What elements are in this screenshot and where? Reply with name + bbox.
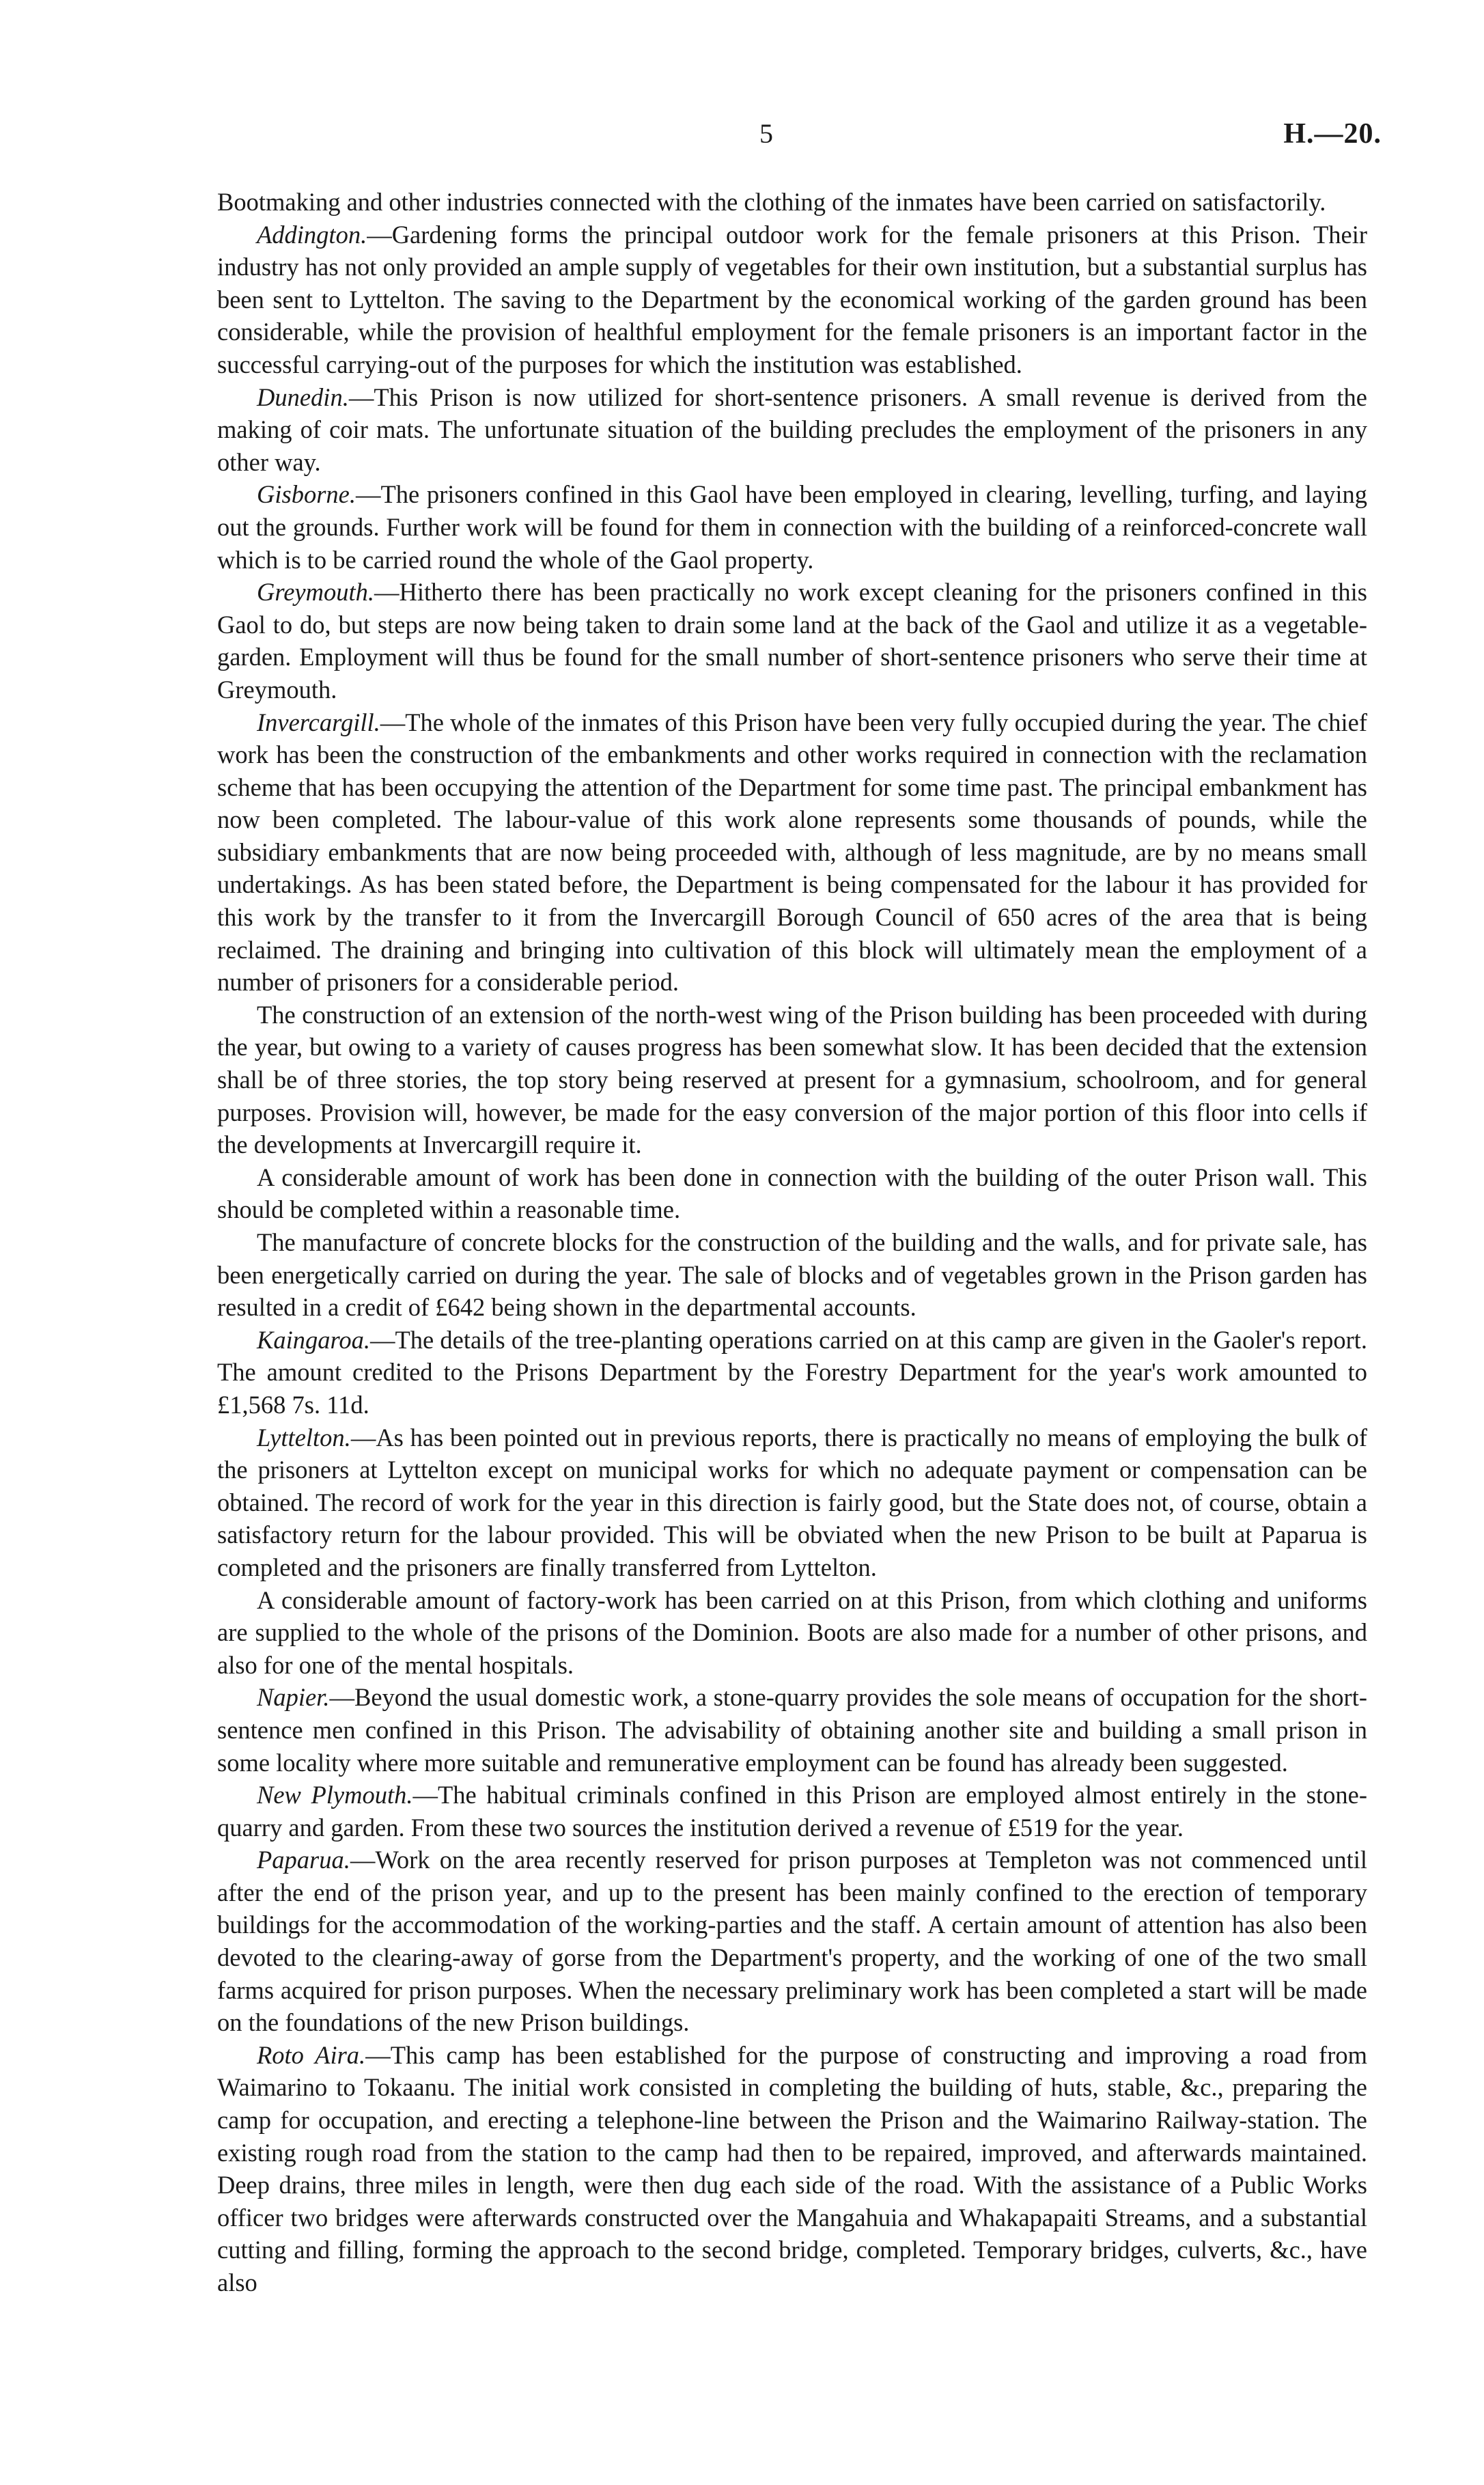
place-name: Addington. [257, 220, 367, 249]
paragraph [217, 219, 1367, 381]
page-header [0, 117, 1484, 158]
paragraph-text: Bootmaking and other industries connected with the clothing of the inmates have been carried on satisfactorily. [217, 188, 1326, 216]
paragraph [217, 576, 1367, 706]
paragraph [217, 1226, 1367, 1324]
paragraph-text: A considerable amount of work has been done in connection with the building of the outer Prison wall. This should be completed within a reasonable time. [217, 1163, 1367, 1224]
paragraph-text: —Beyond the usual domestic work, a stone-quarry provides the sole means of occupation for the short-sentence men confined in this Prison. The advisability of obtaining another site and building a small prison in some locality where more suitable and remunerative employment can be found has already been suggested. [217, 1683, 1367, 1777]
paragraph-text: —This Prison is now utilized for short-sentence prisoners. A small revenue is derived from the making of coir mats. The unfortunate situation of the building precludes the employment of the prisoners in any other way. [217, 383, 1367, 476]
paragraph-text: The construction of an extension of the north-west wing of the Prison building has been proceeded with during the year, but owing to a variety of causes progress has been somewhat slow. It has been decided that the extension shall be of three stories, the top story being reserved at present for a gymnasium, schoolroom, and for general purposes. Provision will, however, be made for the easy conversion of the major portion of this floor into cells if the developments at Invercargill require it. [217, 1000, 1367, 1159]
paragraph [217, 1324, 1367, 1421]
document-reference: H.—20. [1283, 118, 1382, 150]
paragraph [217, 1421, 1367, 1584]
place-name: Paparua. [257, 1846, 350, 1874]
paragraph-text: —This camp has been established for the purpose of constructing and improving a road from Waimarino to Tokaanu. The initial work consisted in completing the building of huts, stable, &c., preparing the camp for occupation, and erecting a telephone-line between the Prison and the Waimarino Railway-station. The existing rough road from the station to the camp had then to be repaired, improved, and afterwards maintained. Deep drains, three miles in length, were then dug each side of the road. With the assistance of a Public Works officer two bridges were afterwards constructed over the Mangahuia and Whakapapaiti Streams, and a substantial cutting and filling, forming the approach to the second bridge, completed. Temporary bridges, culverts, &c., have also [217, 2040, 1367, 2296]
paragraph [217, 2039, 1367, 2299]
paragraph-text: —The prisoners confined in this Gaol have been employed in clearing, levelling, turfing, and laying out the grounds. Further work will be found for them in connection with the building of a reinforced-concrete wall which is to be carried round the whole of the Gaol property. [217, 480, 1367, 574]
paragraph [217, 1779, 1367, 1844]
place-name: Gisborne. [257, 480, 356, 509]
paragraph [217, 1844, 1367, 2039]
place-name: Dunedin. [257, 383, 349, 411]
place-name: New Plymouth. [257, 1781, 413, 1809]
paragraph-text: —The details of the tree-planting operations carried on at this camp are given in the Gaoler's report. The amount credited to the Prisons Department by the Forestry Department for the year's work amounted to £1,568 7s. 11d. [217, 1325, 1367, 1419]
page-number: 5 [759, 118, 773, 149]
paragraph-text: —The habitual criminals confined in this Prison are employed almost entirely in the stone-quarry and garden. From these two sources the institution derived a revenue of £519 for the year. [217, 1781, 1367, 1842]
place-name: Lyttelton. [257, 1423, 351, 1452]
paragraph [217, 381, 1367, 479]
paragraph-text: —Hitherto there has been practically no work except cleaning for the prisoners confined in this Gaol to do, but steps are now being taken to drain some land at the back of the Gaol and utilize it as a vegetable-garden. Employment will thus be found for the small number of short-sentence prisoners who serve their time at Greymouth. [217, 578, 1367, 704]
paragraph [217, 478, 1367, 576]
place-name: Roto Aira. [257, 2040, 366, 2069]
paragraph [217, 1584, 1367, 1682]
paragraph [217, 1681, 1367, 1779]
paragraph [217, 186, 1367, 219]
place-name: Napier. [257, 1683, 330, 1712]
paragraph [217, 1161, 1367, 1226]
document-body [217, 186, 1367, 2299]
place-name: Invercargill. [257, 708, 380, 736]
paragraph-text: —The whole of the inmates of this Prison have been very fully occupied during the year. The chief work has been the construction of the embankments and other works required in connection with the reclamation scheme that has been occupying the attention of the Department for some time past. The principal embankment has now been completed. The labour-value of this work alone represents some thousands of pounds, while the subsidiary embankments that are now being proceeded with, although of less magnitude, are by no means small undertakings. As has been stated before, the Department is being compensated for the labour it has provided for this work by the transfer to it from the Invercargill Borough Council of 650 acres of the area that is being reclaimed. The draining and bringing into cultivation of this block will ultimately mean the employment of a number of prisoners for a considerable period. [217, 708, 1367, 997]
paragraph-text: —Gardening forms the principal outdoor work for the female prisoners at this Prison. Their industry has not only provided an ample supply of vegetables for their own institution, but a substantial surplus has been sent to Lyttelton. The saving to the Department by the economical working of the garden ground has been considerable, while the provision of healthful employment for the female prisoners is an important factor in the successful carrying-out of the purposes for which the institution was established. [217, 220, 1367, 378]
paragraph [217, 706, 1367, 999]
paragraph-text: —Work on the area recently reserved for prison purposes at Templeton was not commenced until after the end of the prison year, and up to the present has been mainly confined to the erection of temporary buildings for the accommodation of the working-parties and the staff. A certain amount of attention has also been devoted to the clearing-away of gorse from the Department's property, and the working of one of the two small farms acquired for prison purposes. When the necessary preliminary work has been completed a start will be made on the foundations of the new Prison buildings. [217, 1846, 1367, 2037]
paragraph [217, 999, 1367, 1161]
paragraph-text: —As has been pointed out in previous reports, there is practically no means of employing the bulk of the prisoners at Lyttelton except on municipal works for which no adequate payment or compensation can be obtained. The record of work for the year in this direction is fairly good, but the State does not, of course, obtain a satisfactory return for the labour provided. This will be obviated when the new Prison to be built at Paparua is completed and the prisoners are finally transferred from Lyttelton. [217, 1423, 1367, 1581]
paragraph-text: A considerable amount of factory-work has been carried on at this Prison, from which clothing and uniforms are supplied to the whole of the prisons of the Dominion. Boots are also made for a number of other prisons, and also for one of the mental hospitals. [217, 1585, 1367, 1679]
place-name: Greymouth. [257, 578, 374, 607]
paragraph-text: The manufacture of concrete blocks for the construction of the building and the walls, and for private sale, has been energetically carried on during the year. The sale of blocks and of vegetables grown in the Prison garden has resulted in a credit of £642 being shown in the departmental accounts. [217, 1228, 1367, 1322]
place-name: Kaingaroa. [257, 1325, 370, 1354]
